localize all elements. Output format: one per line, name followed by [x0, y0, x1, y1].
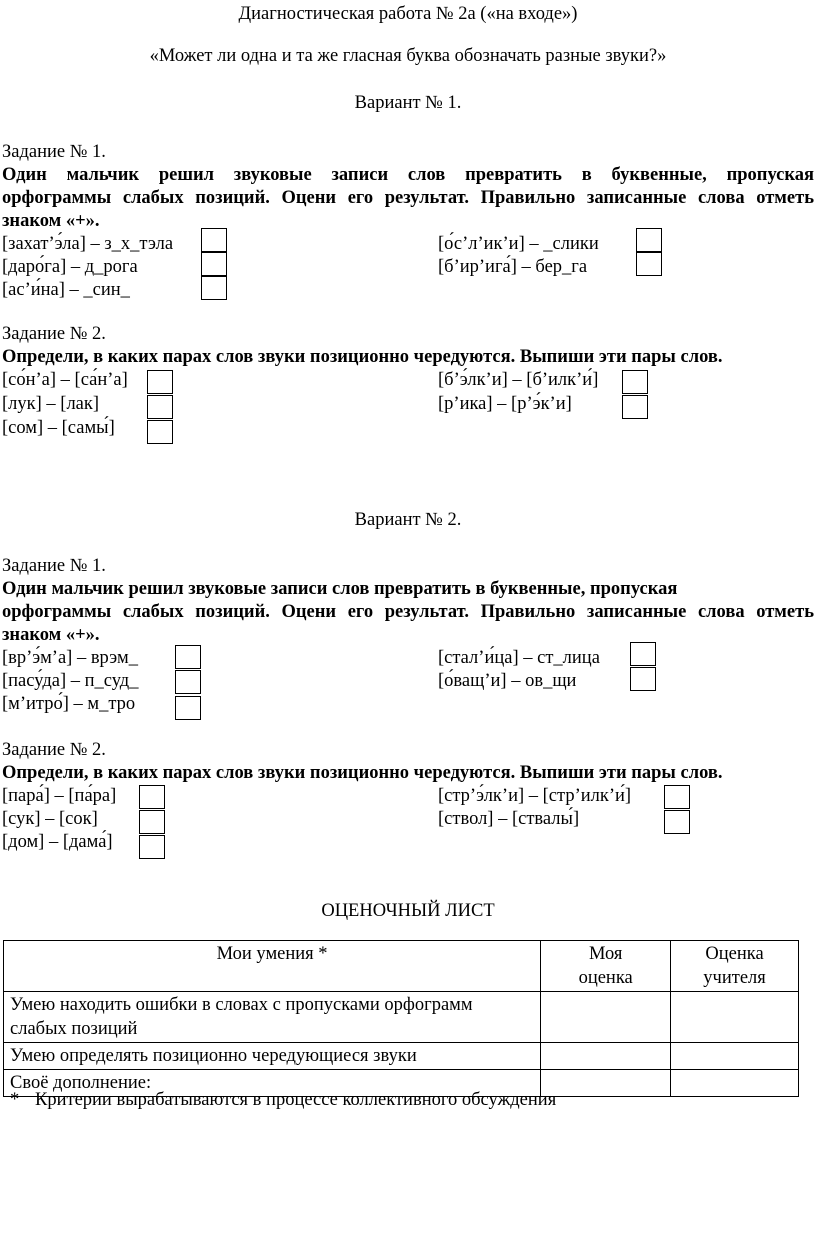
v1-task1-answer-box-left-2[interactable] [201, 252, 227, 276]
v1-task2-pair-left-2: [лук] – [лак] [2, 394, 100, 414]
v1-task2-answer-box-left-1[interactable] [147, 370, 173, 394]
v2-task2-answer-box-left-2[interactable] [139, 810, 165, 834]
self-grade-header [541, 941, 671, 992]
v1-task2-answer-box-right-1[interactable] [622, 370, 648, 394]
v1-task2-pair-right-2: [р’ика] – [р’э́к’и] [438, 394, 572, 414]
skill-text-line1: Умею находить ошибки в словах с пропусками орфограмм [10, 995, 473, 1015]
teacher-grade-cell[interactable] [671, 992, 799, 1043]
v1-task1-word-left-1: [захат’э́ла] – з_х_тэла [2, 234, 174, 254]
skill-cell: Своё дополнение: [4, 1070, 541, 1097]
footnote-mark: * [10, 1090, 20, 1110]
v2-task1-word-left-2: [пасу́да] – п_суд_ [2, 671, 139, 691]
v2-task1-answer-box-left-2[interactable] [175, 670, 201, 694]
v1-task1-word-right-2: [б’ир’ига́] – бер_га [438, 257, 588, 277]
teacher-grade-header [671, 941, 799, 992]
skill-cell [4, 992, 541, 1043]
v2-task2-pair-left-2: [сук] – [сок] [2, 809, 98, 829]
v2-task1-instruction-line1: Один мальчик решил звуковые записи слов превратить в буквенные, пропуская [2, 579, 678, 599]
v2-task2-heading: Задание № 2. [2, 740, 106, 760]
table-row [4, 992, 799, 1043]
v1-task2-answer-box-left-2[interactable] [147, 395, 173, 419]
page-title: Диагностическая работа № 2а («на входе») [238, 4, 578, 24]
v1-task1-instruction-line1: Один мальчик решил звуковые записи слов превратить в буквенные, пропуская [2, 165, 814, 185]
v2-task2-pair-right-1: [стр’э́лк’и] – [стр’илк’и́] [438, 786, 632, 806]
v2-task2-answer-box-right-2[interactable] [664, 810, 690, 834]
v1-task2-pair-right-1: [б’э́лк’и] – [б’илк’и́] [438, 370, 599, 390]
v1-task2-answer-box-right-2[interactable] [622, 395, 648, 419]
footnote: Критерии вырабатываются в процессе коллективного обсуждения [35, 1090, 557, 1110]
table-row [4, 1043, 799, 1070]
v2-task1-answer-box-right-1[interactable] [630, 642, 656, 666]
grading-table [3, 940, 799, 1097]
skill-text-line2: слабых позиций [10, 1019, 138, 1039]
v1-task1-heading: Задание № 1. [2, 142, 106, 162]
v2-task1-answer-box-left-1[interactable] [175, 645, 201, 669]
v2-task1-heading: Задание № 1. [2, 556, 106, 576]
v2-task1-answer-box-left-3[interactable] [175, 696, 201, 720]
v2-task1-word-right-1: [стал’и́ца] – ст_лица [438, 648, 600, 668]
page-subtitle: «Может ли одна и та же гласная буква обозначать разные звуки?» [149, 46, 667, 66]
grading-title: ОЦЕНОЧНЫЙ ЛИСТ [321, 901, 495, 921]
v2-task2-answer-box-right-1[interactable] [664, 785, 690, 809]
v1-task2-answer-box-left-3[interactable] [147, 420, 173, 444]
self-grade-header-line2: оценка [578, 968, 633, 988]
v2-task2-instruction: Определи, в каких парах слов звуки позиционно чередуются. Выпиши эти пары слов. [2, 763, 723, 783]
v2-task2-pair-left-1: [пара́] – [па́ра] [2, 786, 117, 806]
v1-task1-answer-box-right-2[interactable] [636, 252, 662, 276]
v2-task1-word-right-2: [о́ващ’и] – ов_щи [438, 671, 577, 691]
v1-task2-pair-left-1: [со́н’а] – [са́н’а] [2, 370, 128, 390]
v1-task1-word-right-1: [о́с’л’ик’и] – _слики [438, 234, 599, 254]
variant-1-title: Вариант № 1. [354, 93, 462, 113]
v2-task1-word-left-3: [м’итро́] – м_тро [2, 694, 136, 714]
self-grade-cell[interactable] [541, 1043, 671, 1070]
skills-header: Мои умения * [4, 941, 541, 992]
v1-task1-word-left-2: [даро́га] – д_рога [2, 257, 138, 277]
v2-task1-answer-box-right-2[interactable] [630, 667, 656, 691]
self-grade-cell[interactable] [541, 992, 671, 1043]
v1-task1-answer-box-left-3[interactable] [201, 276, 227, 300]
self-grade-header-line1: Моя [588, 944, 623, 964]
v1-task1-instruction-line3: знаком «+». [2, 211, 100, 231]
v2-task1-word-left-1: [вр’э́м’а] – врэм_ [2, 648, 139, 668]
grading-header-row [4, 941, 799, 992]
v1-task2-instruction: Определи, в каких парах слов звуки позиционно чередуются. Выпиши эти пары слов. [2, 347, 723, 367]
v2-task2-answer-box-left-3[interactable] [139, 835, 165, 859]
teacher-grade-header-line1: Оценка [705, 944, 764, 964]
v1-task1-word-left-3: [ас’и́на] – _син_ [2, 280, 130, 300]
v2-task2-answer-box-left-1[interactable] [139, 785, 165, 809]
v1-task1-answer-box-left-1[interactable] [201, 228, 227, 252]
v2-task1-instruction-line2: орфограммы слабых позиций. Оцени его результат. Правильно записанные слова отметь [2, 602, 814, 622]
v2-task2-pair-right-2: [ствол] – [ствалы́] [438, 809, 580, 829]
v1-task1-instruction-line2: орфограммы слабых позиций. Оцени его результат. Правильно записанные слова отметь [2, 188, 814, 208]
teacher-grade-header-line2: учителя [703, 968, 766, 988]
v1-task1-answer-box-right-1[interactable] [636, 228, 662, 252]
variant-2-title: Вариант № 2. [354, 510, 462, 530]
v1-task2-pair-left-3: [сом] – [самы́] [2, 418, 115, 438]
v2-task1-instruction-line3: знаком «+». [2, 625, 100, 645]
self-grade-cell[interactable] [541, 1070, 671, 1097]
v1-task2-heading: Задание № 2. [2, 324, 106, 344]
skill-cell: Умею определять позиционно чередующиеся звуки [4, 1043, 541, 1070]
teacher-grade-cell[interactable] [671, 1070, 799, 1097]
teacher-grade-cell[interactable] [671, 1043, 799, 1070]
v2-task2-pair-left-3: [дом] – [дама́] [2, 832, 113, 852]
